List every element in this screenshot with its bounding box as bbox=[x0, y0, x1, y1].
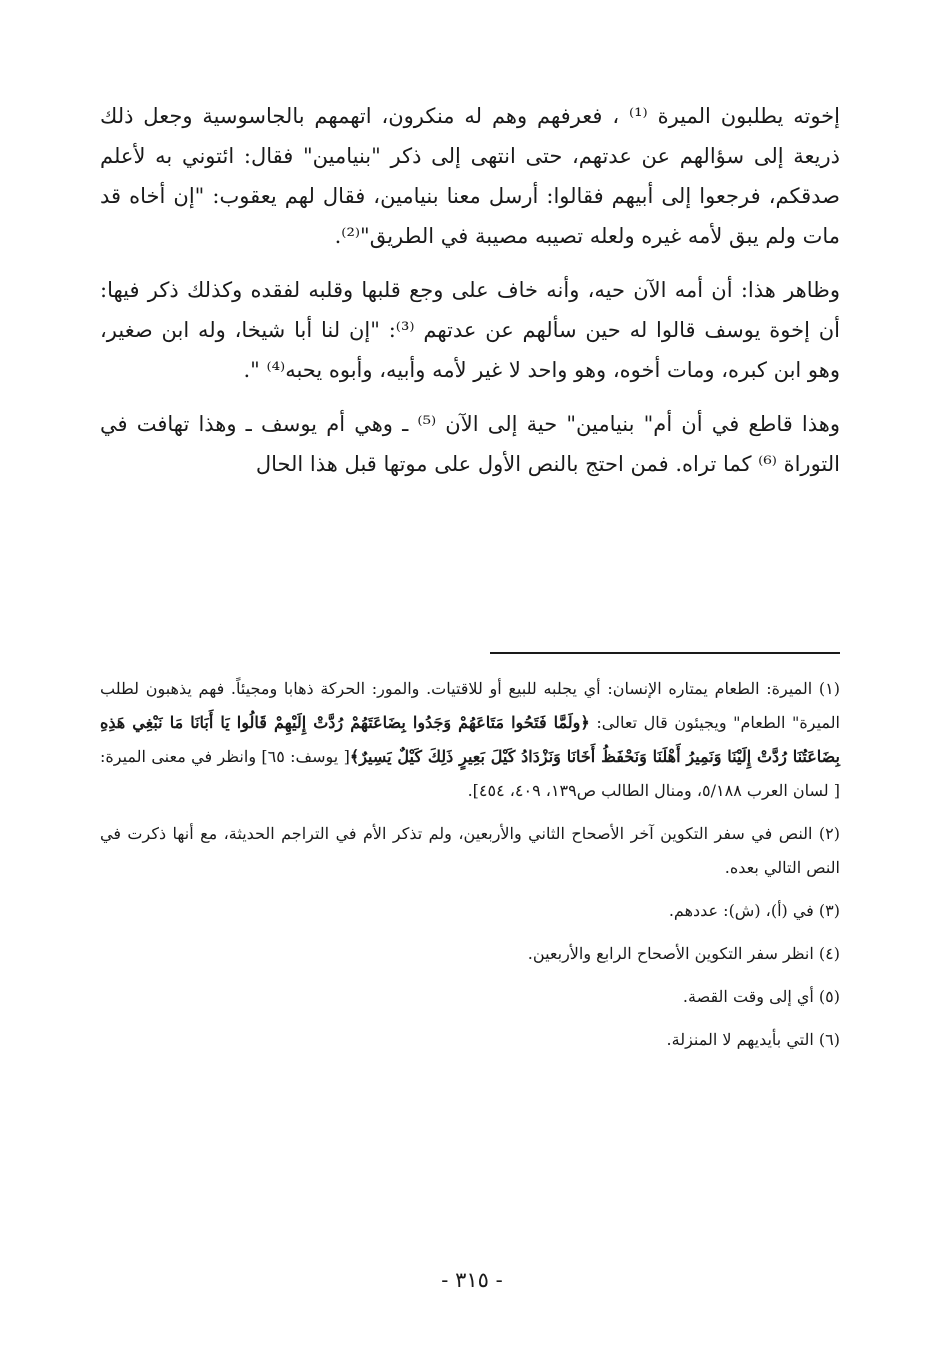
footnote-5: (٥) أي إلى وقت القصة. bbox=[682, 987, 840, 1006]
footnote-3: (٣) في (أ)، (ش): عددهم. bbox=[668, 901, 840, 920]
paragraph-2: وظاهر هذا: أن أمه الآن حيه، وأنه خاف على وجع قلبها وقلبه لفقده وكذلك ذكر فيها: أن إخوة يوسف قالوا له حين سألهم عن عدتهم ⁽³⁾: "إن لنا أبا شيخا، وله ابن صغير، وهو ابن كبره، ومات أخوه، وهو واحد لا غير لأمه وأبيه، وأبوه يحبه⁽⁴⁾ ". bbox=[100, 278, 840, 382]
footnote-divider bbox=[490, 652, 840, 654]
footnote-6: (٦) التي بأيديهم لا المنزلة. bbox=[666, 1030, 840, 1049]
footnotes bbox=[100, 672, 840, 1066]
footnote-1-intro: (١) الميرة: الطعام يمتاره الإنسان: أي يجلبه للبيع أو للاقتيات. والمور: الحركة ذهابا ومجيئاً. فهم يذهبون لطلب الميرة" الطعام" ويجيئون قال تعالى: bbox=[100, 679, 841, 732]
footnote-4: (٤) انظر سفر التكوين الأصحاح الرابع والأربعين. bbox=[527, 944, 840, 963]
paragraph-1: إخوته يطلبون الميرة ⁽¹⁾ ، فعرفهم وهم له منكرون، اتهمهم بالجاسوسية وجعل ذلك ذريعة إلى سؤالهم عن عدتهم، حتى انتهى إلى ذكر "بنيامين" فقال: ائتوني به لأعلم صدقكم، فرجعوا إلى أبيهم فقالوا: أرسل معنا بنيامين، فقال لهم يعقوب: "إن أخاه قد مات ولم يبق لأمه غيره ولعله تصيبه مصيبة في الطريق"⁽²⁾. bbox=[100, 104, 840, 248]
main-text bbox=[100, 96, 840, 498]
footnote-1-reference: [ يوسف: ٦٥] وانظر في معنى الميرة: [ لسان العرب ٥/١٨٨، ومنال الطالب ص١٣٩، ٤٠٩، ٤٥٤]. bbox=[100, 747, 840, 800]
page-number: - ٣١٥ - bbox=[441, 1268, 503, 1292]
paragraph-3: وهذا قاطع في أن أم" بنيامين" حية إلى الآن ⁽⁵⁾ ـ وهي أم يوسف ـ وهذا تهافت في التوراة ⁽⁶⁾ كما تراه. فمن احتج بالنص الأول على موتها قبل هذا الحال bbox=[100, 412, 841, 476]
footnote-1 bbox=[100, 672, 840, 808]
footnote-2: (٢) النص في سفر التكوين آخر الأصحاح الثاني والأربعين، ولم تذكر الأم في التراجم الحديثة، مع أنها ذكرت في النص التالي بعده. bbox=[100, 824, 840, 877]
footnote-1-quran-quote: ﴿ولَمَّا فَتَحُوا مَتَاعَهُمْ وَجَدُوا بِضَاعَتَهُمْ رُدَّتْ إِلَيْهِمْ قَالُوا يَا أَبَانَا مَا نَبْغِي هَذِهِ بِضَاعَتُنَا رُدَّتْ إِلَيْنَا وَنَمِيرُ أَهْلَنَا وَنَحْفَظُ أَخَانَا وَنَزْدَادُ كَيْلَ بَعِيرٍ ذَلِكَ كَيْلٌ يَسِيرٌ﴾ bbox=[100, 713, 841, 766]
